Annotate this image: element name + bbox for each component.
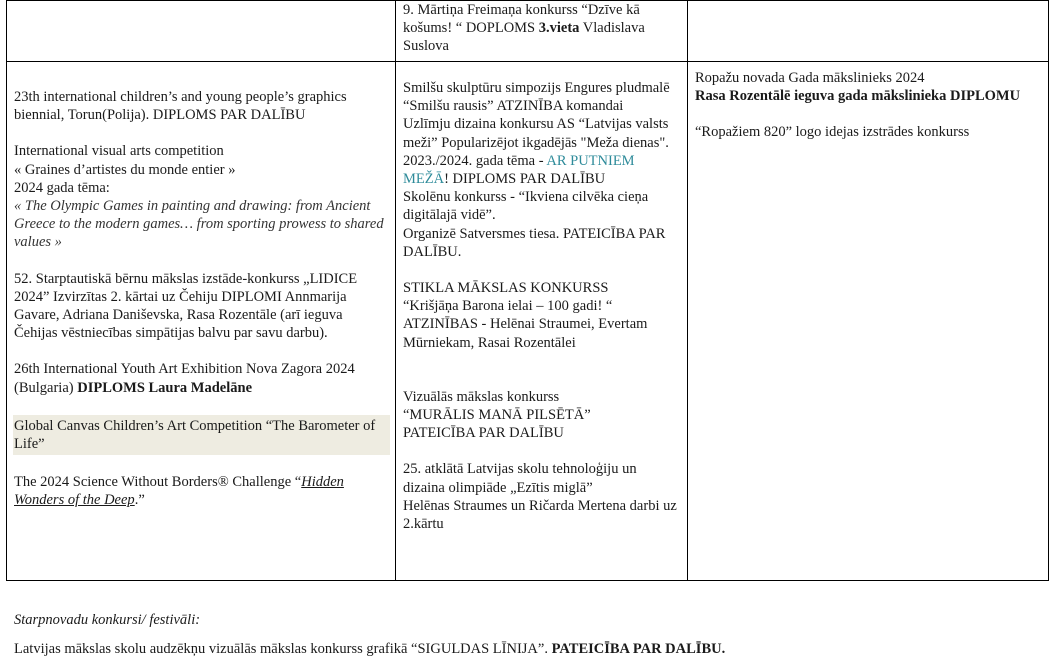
- national-cell: [396, 62, 688, 581]
- glass-line-2: “Krišjāņa Barona ielai – 100 gadi! “: [403, 298, 613, 315]
- nova-zagora-entry: 26th International Youth Art Exhibition Nova Zagora 2024 (Bulgaria) DIPLOMS Laura Madelāne: [14, 361, 355, 396]
- top-cell-col1: [7, 1, 396, 62]
- forest-theme: AR PUTNIEM MEŽĀ: [403, 152, 635, 188]
- top-cell-col3: [688, 1, 1049, 62]
- glass-line-3: ATZINĪBAS - Helēnai Straumei, Evertam Mūrniekam, Rasai Rozentālei: [403, 316, 648, 351]
- dignity-line-1: Skolēnu konkurss - “Ikviena cilvēka cieņa digitālajā vidē”.: [403, 189, 649, 224]
- torun-entry: 23th international children’s and young people’s graphics biennial, Torun(Polija). DIPLOMS PAR DALĪBU: [14, 89, 347, 124]
- mural-line-2: “MURĀLIS MANĀ PILSĒTĀ”: [403, 407, 591, 424]
- hidden-wonders-link[interactable]: Hidden Wonders of the Deep: [14, 474, 344, 509]
- table-row: [7, 1, 1049, 62]
- ropazi-artist-line-1: Ropažu novada Gada mākslinieks 2024: [695, 70, 925, 86]
- glass-line-1: STIKLA MĀKSLAS KONKURSS: [403, 280, 609, 297]
- ropazi-artist-line-2: Rasa Rozentālē ieguva gada mākslinieka DIPLOMU: [695, 88, 1021, 105]
- table-row: [7, 62, 1049, 581]
- graines-line-1: International visual arts competition: [14, 143, 224, 160]
- international-cell: [7, 62, 396, 581]
- lidice-entry: 52. Starptautiskā bērnu mākslas izstāde-konkurss „LIDICE 2024” Izvirzītas 2. kārtai uz Čehiju DIPLOMI Annmarija Gavare, Adriana Daniševska, Rasa Rozentāle (arī ieguva Čehijas vēstniecības simpātijas balvu par savu darbu).: [14, 270, 358, 342]
- mural-line-1: Vizuālās mākslas konkurss: [403, 388, 560, 405]
- mural-line-3: PATEICĪBA PAR DALĪBU: [403, 425, 564, 442]
- freimanis-contest: 9. Mārtiņa Freimaņa konkurss “Dzīve kā košums! “ DOPLOMS 3.vieta Vladislava Suslova: [403, 2, 645, 55]
- graines-line-3: 2024 gada tēma:: [14, 179, 110, 196]
- olympiad-line-1: 25. atklātā Latvijas skolu tehnoloģiju un dizaina olimpiāde „Ezītis miglā”: [403, 461, 637, 496]
- olympiad-line-2: Helēnas Straumes un Ričarda Mertena darbi uz 2.kārtu: [403, 497, 677, 533]
- section-title: Starpnovadu konkursi/ festivāli:: [14, 612, 201, 628]
- graines-line-2: « Graines d’artistes du monde entier »: [14, 161, 236, 178]
- awards-table: [6, 0, 1049, 581]
- global-canvas-entry: Global Canvas Children’s Art Competition “The Barometer of Life”: [13, 415, 390, 455]
- science-entry: The 2024 Science Without Borders® Challenge “Hidden Wonders of the Deep.”: [14, 474, 344, 509]
- top-cell-col2: [396, 1, 688, 62]
- sand-entry: Smilšu skulptūru simpozijs Engures pludmalē “Smilšu rausis” ATZINĪBA komandai: [403, 80, 670, 115]
- regional-cell: [688, 62, 1049, 581]
- dignity-line-2: Organizē Satversmes tiesa. PATEICĪBA PAR DALĪBU.: [403, 225, 666, 260]
- logo-contest: “Ropažiem 820” logo idejas izstrādes konkurss: [695, 124, 970, 141]
- siguldas-linija-entry: Latvijas mākslas skolu audzēkņu vizuālās mākslas konkurss grafikā “SIGULDAS LĪNIJA”. PATEICĪBA PAR DALĪBU.: [14, 641, 726, 657]
- graines-theme: « The Olympic Games in painting and drawing: from Ancient Greece to the modern games… from sporting prowess to shared values »: [14, 198, 384, 251]
- place-text: 3.vieta: [538, 20, 580, 37]
- forest-entry: Uzlīmju dizaina konkursu AS “Latvijas valsts meži” Popularizējot ikgadējās "Meža dienas". 2023./2024. gada tēma - AR PUTNIEM MEŽĀ! DIPLOMS PAR DALĪBU: [403, 116, 669, 188]
